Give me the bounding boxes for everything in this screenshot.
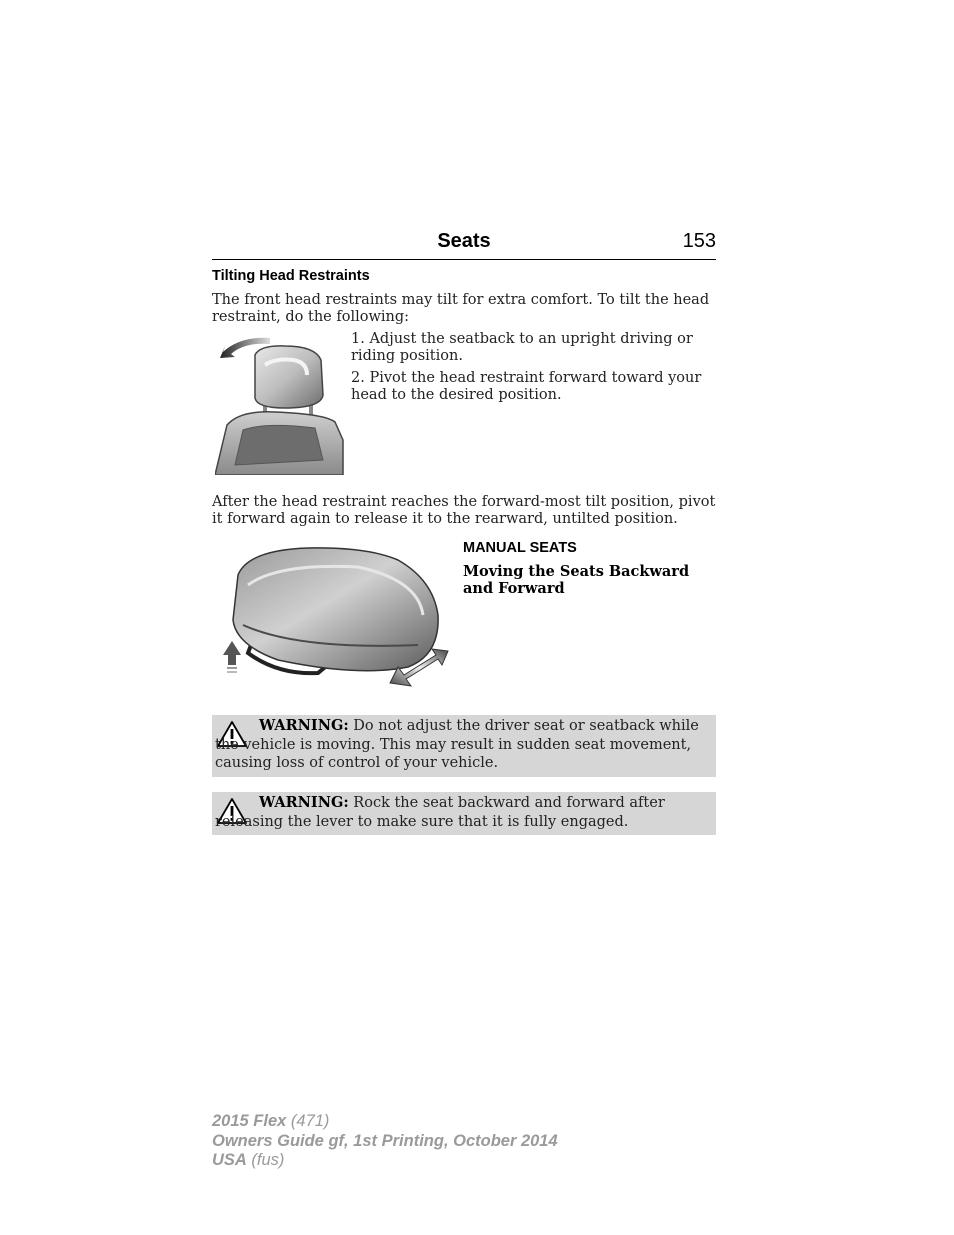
footer-model-code: (471) [286,1112,330,1130]
page-title: Seats [437,230,491,252]
manual-seats-heading: MANUAL SEATS [463,540,577,556]
warning-label: WARNING: [259,717,349,734]
warning-label: WARNING: [259,794,349,811]
page-number: 153 [682,230,716,252]
head-restraint-illustration [215,330,345,475]
warning-text [215,717,707,773]
footer-model: 2015 Flex [212,1112,287,1130]
intro-paragraph: The front head restraints may tilt for extra comfort. To tilt the head restraint, do the following: [212,292,710,325]
up-arrow-icon [223,641,241,673]
step-1: 1. Adjust the seatback to an upright driving or riding position. [351,331,693,364]
step-2: 2. Pivot the head restraint forward toward your head to the desired position. [351,370,702,403]
page-footer [212,1112,558,1171]
manual-seat-illustration [218,545,450,695]
footer-guide-line [212,1132,558,1152]
warning-box [212,792,716,835]
section-heading: Tilting Head Restraints [212,268,370,284]
warning-body: Do not adjust the driver seat or seatback while the vehicle is moving. This may result in sudden seat movement, causing loss of control of your vehicle. [215,718,699,771]
warning-text [215,794,707,831]
warning-box [212,715,716,777]
footer-region-line [212,1151,558,1171]
moving-seats-subheading: Moving the Seats Backward and Forward [463,563,690,597]
after-paragraph: After the head restraint reaches the forward-most tilt position, pivot it forward again to release it to the rearward, untilted position. [212,494,716,527]
page-header [212,228,716,260]
footer-model-line [212,1112,558,1132]
footer-region: USA [212,1151,247,1169]
footer-region-code: (fus) [246,1151,285,1169]
footer-guide: Owners Guide gf, 1st Printing, October 2014 [212,1131,558,1150]
warning-body: Rock the seat backward and forward after releasing the lever to make sure that it is fully engaged. [215,795,665,830]
